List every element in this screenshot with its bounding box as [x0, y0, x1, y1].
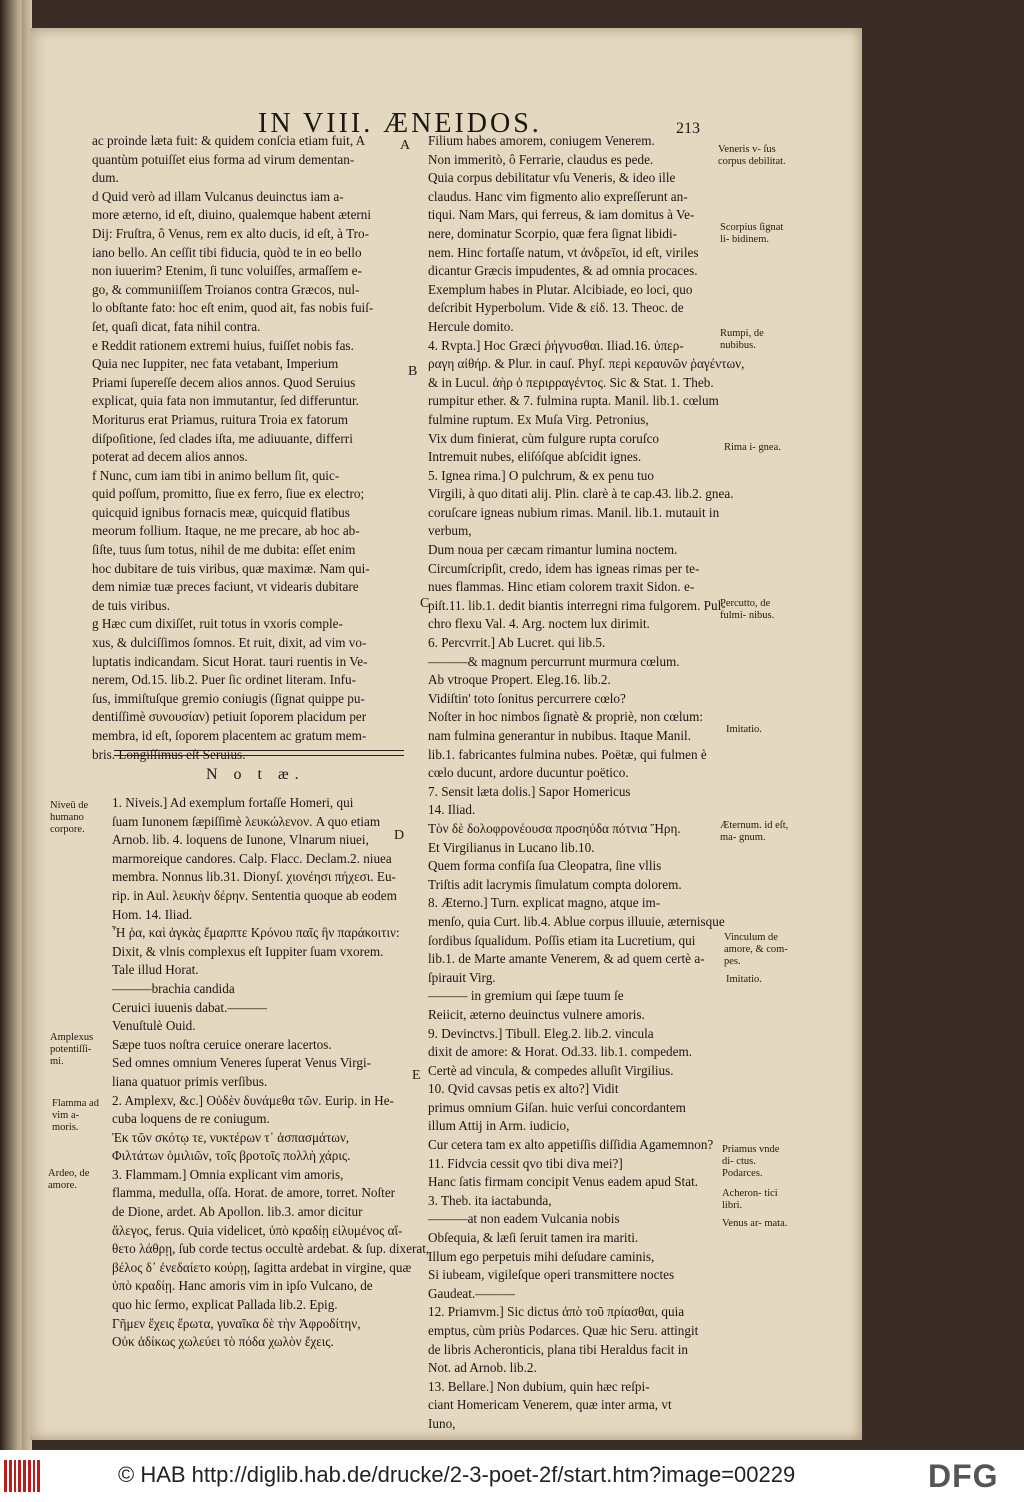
- right-column-line: Not. ad Arnob. lib.2.: [428, 1360, 537, 1376]
- right-column-line: Τὸν δὲ δολοφρονέουσα προσηύδα πότνια Ἥρη.: [428, 820, 681, 836]
- right-column-line: nues flammas. Hinc etiam colorem traxit Sidon. e-: [428, 579, 695, 595]
- left-column-line: diſpoſitione, ſed clades iſta, me adiuuante, differri: [92, 430, 353, 446]
- left-notes-line: Venuſtulè Ouid.: [112, 1018, 196, 1034]
- left-column-line: Dij: Fruſtra, ô Venus, rem ex alto ducis, id eſt, à Tro-: [92, 225, 370, 241]
- left-notes-line: ſuam Iunonem ſæpiſſimè λευκώλενον. A quo etiam: [112, 813, 381, 829]
- right-column-line: & in Lucul. ἀὴρ ὁ περιρραγέντος. Sic & Stat. 1. Theb.: [428, 374, 714, 390]
- margin-note-venus: Venus ar- mata.: [722, 1218, 788, 1229]
- right-column-line: nere, dominatur Scorpio, quæ fera ſignat libidi-: [428, 225, 678, 241]
- right-column-line: Circumſcripſit, credo, idem has igneas rimas per te-: [428, 560, 700, 576]
- right-column-line: Dum noua per cæcam rimantur lumina noctem.: [428, 542, 678, 558]
- copyright-url-text: © HAB http://diglib.hab.de/drucke/2-3-poet-2f/start.htm?image=00229: [118, 1462, 796, 1487]
- right-column-line: fulmine ruptum. Ex Muſa Virg. Petronius,: [428, 411, 649, 427]
- left-column-line: Quia nec Iuppiter, nec fata vetabant, Imperium: [92, 356, 339, 372]
- left-column-line: bris. Longiſſimus eſt Seruius.: [92, 746, 246, 762]
- right-column-line: Noſter in hoc nimbos ſignatè & propriè, non cœlum:: [428, 709, 704, 725]
- right-column-line: Quem forma confiſa ſua Cleopatra, ſine vllis: [428, 858, 662, 874]
- left-column-line: Moriturus erat Priamus, ruitura Troia ex fatorum: [92, 411, 349, 427]
- right-column-line: rumpitur ether. & 7. fulmina rupta. Manil. lib.1. cœlum: [428, 393, 719, 409]
- right-column-line: nem. Hinc fortaſſe natum, vt ἀνδρεῖοι, id eſt, viriles: [428, 244, 699, 260]
- right-column-line: 10. Qvid cavsas petis ex alto?] Vidit: [428, 1081, 619, 1097]
- margin-note-scorpius: Scorpius ſignat li- bidinem.: [720, 222, 784, 245]
- margin-note-vinculum: Vinculum de amore, & com- pes.: [724, 932, 788, 967]
- hab-logo-icon: [4, 1460, 40, 1492]
- left-notes-line: Dixit, & vlnis complexus eſt Iuppiter ſuam vxorem.: [112, 943, 384, 959]
- margin-note-amplexus: Amplexus potentiſſi- mi.: [50, 1032, 94, 1067]
- running-head: IN VIII. ÆNEIDOS.: [258, 108, 542, 139]
- left-column-line: nerem, Od.15. lib.2. Puer ſic ordinet literam. Infu-: [92, 672, 357, 688]
- left-column-line: ac proinde læta fuit: & quidem conſcia etiam fuit, A: [92, 133, 366, 148]
- right-column-line: Illum ego perpetuis mihi deſudare caminis,: [428, 1248, 655, 1264]
- margin-note-imitatio-2: Imitatio.: [726, 974, 762, 985]
- right-column-line: 8. Æterno.] Turn. explicat magno, atque im-: [428, 895, 661, 911]
- right-column-line: lib.1. de Marte amante Venerem, & ad quem certè a-: [428, 951, 705, 967]
- left-column-line: e Reddit rationem extremi huius, fuiſſet nobis fas.: [92, 337, 354, 353]
- left-notes-line: Οὐκ ἀδίκως χωλεύει τὸ πόδα χωλὸν ἔχεις.: [112, 1334, 334, 1350]
- left-notes-line: marmoreique candores. Calp. Flacc. Declam.2. niuea: [112, 850, 392, 866]
- right-column-line: 3. Theb. ita iactabunda,: [428, 1192, 552, 1208]
- left-notes-line: 1. Niveis.] Ad exemplum fortaſſe Homeri, qui: [112, 795, 354, 810]
- right-column-line: chro flexu Val. 4. Arg. noctem lux dirimit.: [428, 616, 650, 632]
- section-letter-c: C: [420, 596, 430, 611]
- left-column-line: f Nunc, cum iam tibi in animo bellum ſit, quic-: [92, 467, 340, 483]
- left-column-line: luptatis indicandam. Sicut Horat. tauri ruentis in Ve-: [92, 653, 368, 669]
- right-column-line: Iuno,: [428, 1415, 456, 1431]
- margin-note-acheron: Acheron- tici libri.: [722, 1188, 778, 1211]
- left-column-line: quid poſſum, promitto, ſiue ex ferro, ſiue ex electro;: [92, 486, 365, 502]
- left-notes-line: Sed omnes omnium Veneres ſuperat Venus Virgi-: [112, 1055, 372, 1071]
- left-column-line: dem nimiæ tuæ preces faciunt, vt videaris dubitare: [92, 579, 359, 595]
- right-column-line: Intremuit nubes, eliſóſque abſcidit ignes.: [428, 449, 642, 465]
- left-notes-line: βέλος δ᾽ ἐνεδαίετο κούρῃ, ſagitta ardebat in virgine, quæ: [112, 1259, 412, 1275]
- left-notes-line: ———brachia candida: [112, 980, 235, 996]
- left-notes-line: Ἐκ τῶν σκότῳ τε, νυκτέρων τ᾽ ἀσπασμάτων,: [112, 1129, 350, 1145]
- left-column-line: iano bello. An ceſſit tibi fiducia, quòd te in eo bello: [92, 244, 362, 260]
- left-notes-line: 2. Amplexv, &c.] Οὐδὲν δυνάμεθα τῶν. Eurip. in He-: [112, 1092, 394, 1108]
- book-page: [30, 28, 862, 1440]
- section-letter-e: E: [412, 1068, 421, 1083]
- left-notes-line: ἄλεγος, ferus. Quia videlicet, ὑπὸ κραδίῃ εἰλυμένος αἴ-: [112, 1222, 403, 1238]
- right-column-line: 7. Sensit læta dolis.] Sapor Homericus: [428, 783, 631, 799]
- right-column-line: 12. Priamvm.] Sic dictus ἀπὸ τοῦ πρίασθαι, quia: [428, 1304, 685, 1320]
- left-column-line: ſiſte, tuus ſum totus, nihil de me dubita: eſſet enim: [92, 542, 356, 558]
- margin-note-veneris: Veneris v- ſus corpus debilitat.: [718, 144, 786, 167]
- left-column-line: quicquid ignibus fornacis meæ, quicquid flatibus: [92, 504, 350, 520]
- right-column-line: deſcribit Hyperbolum. Vide & εἰδ. 13. Theoc. de: [428, 300, 684, 316]
- margin-note-rumpi: Rumpi, de nubibus.: [720, 328, 764, 351]
- section-letter-b: B: [408, 364, 418, 379]
- right-column-line: primus omnium Giſan. huic verſui concordantem: [428, 1099, 686, 1115]
- left-column-line: Priami ſupereſſe decem alios annos. Quod Seruius: [92, 374, 356, 390]
- margin-note-aeternum: Æternum. id eſt, ma- gnum.: [720, 820, 789, 843]
- margin-note-niveo: Niveū de humano corpore.: [50, 800, 89, 835]
- left-column-line: de tuis viribus.: [92, 597, 171, 613]
- left-notes-line: Γῆμεν ἔχεις ἔρωτα, γυναῖκα δὲ τὴν Ἀφροδίτην,: [112, 1315, 361, 1331]
- page-number: 213: [676, 120, 700, 137]
- left-notes-line: quo hic ſermo, explicat Pallada lib.2. Epig.: [112, 1297, 338, 1313]
- margin-note-rima: Rima i- gnea.: [724, 442, 781, 453]
- left-notes-line: θετο λάθρῃ, ſub corde tectus occultè ardebat. & ſup. dixerat,: [112, 1241, 430, 1257]
- left-notes-line: flamma, medulla, oſſa. Horat. de amore, torret. Noſter: [112, 1185, 396, 1201]
- margin-note-ardeo: Ardeo, de amore.: [48, 1168, 90, 1191]
- left-column-line: meorum follium. Itaque, ne me precare, ab hoc ab-: [92, 523, 360, 539]
- left-notes-line: Ἦ ῥα, καὶ ἀγκὰς ἔμαρπτε Κρόνου παῖς ἣν παράκοιτιν:: [112, 925, 400, 941]
- right-column-line: illum Attij in Arm. iudicio,: [428, 1118, 570, 1134]
- right-column-line: menſo, quia Curt. lib.4. Ablue corpus illuuie, æternisque: [428, 913, 725, 929]
- right-column-line: Exemplum habes in Plutar. Alcibiade, eo loci, quo: [428, 281, 693, 297]
- right-column-line: Vix dum finierat, cùm fulgure rupta coruſco: [428, 430, 660, 446]
- left-column-line: ſet, quaſi dicat, fata nihil contra.: [92, 318, 261, 334]
- left-notes-line: de Dione, ardet. Ab Apollon. lib.3. amor dicitur: [112, 1204, 363, 1220]
- right-column-line: Triſtis adit lacrymis ſimulatum compta dolorem.: [428, 876, 682, 892]
- left-column-line: membra, id eſt, ſoporem placentem ac gratum mem-: [92, 728, 367, 743]
- right-column-line: de libris Acheronticis, plana tibi Heraldus facit in: [428, 1341, 689, 1357]
- right-column-line: claudus. Hanc vim figmento alio expreſſerunt an-: [428, 188, 688, 204]
- right-column-line: ſpirauit Virg.: [428, 969, 496, 985]
- right-column-line: Quia corpus debilitatur vſu Veneris, & ideo ille: [428, 170, 676, 186]
- right-column-line: 6. Percvrrit.] Ab Lucret. qui lib.5.: [428, 635, 606, 651]
- left-notes-line: 3. Flammam.] Omnia explicant vim amoris,: [112, 1166, 344, 1182]
- left-column-notes: [112, 794, 430, 1352]
- left-notes-line: Hom. 14. Iliad.: [112, 906, 193, 922]
- right-column-line: Cur cetera tam ex alto appetiſſis diſſidia Agamemnon?: [428, 1137, 714, 1153]
- left-column-line: ſus, immiſtuſque gremio coniugis (ſignat quippe pu-: [92, 690, 365, 706]
- right-column-line: Certè ad vincula, & compedes alluſit Virgilius.: [428, 1062, 674, 1078]
- right-column-line: Obſequia, & læſi ſeruit tamen ira mariti.: [428, 1230, 639, 1246]
- left-notes-line: cuba loquens de re coniugum.: [112, 1111, 270, 1127]
- left-column-line: g Hæc cum dixiſſet, ruit totus in vxoris comple-: [92, 616, 343, 632]
- notes-heading: N o t æ.: [206, 766, 305, 783]
- right-column-line: tiqui. Nam Mars, qui ferreus, & iam domitus à Ve-: [428, 207, 695, 223]
- right-column-line: ſordibus ſqualidum. Poſſis etiam ita Lucretium, qui: [428, 932, 696, 948]
- right-column-line: Gaudeat.———: [428, 1285, 515, 1301]
- left-column-line: hoc dubitare de tuis viribus, quæ maximæ. Nam qui-: [92, 560, 370, 576]
- right-column-line: 9. Devinctvs.] Tibull. Eleg.2. lib.2. vincula: [428, 1025, 654, 1041]
- right-column-line: Virgili, à quo ditati alij. Plin. clarè à te cap.43. lib.2. gnea.: [428, 486, 734, 502]
- right-column-line: Si iubeam, vigileſque operi transmittere noctes: [428, 1267, 675, 1283]
- right-column-line: 11. Fidvcia cessit qvo tibi diva mei?]: [428, 1155, 623, 1171]
- right-column-line: verbum,: [428, 523, 472, 539]
- right-column-line: Hercule domito.: [428, 318, 514, 334]
- left-notes-line: Ceruici iuuenis dabat.———: [112, 999, 267, 1015]
- right-column-line: ciant Homericam Venerem, quæ inter arma, vt: [428, 1397, 672, 1413]
- right-column-line: Reiicit, æterno deuinctus vulnere amoris.: [428, 1006, 645, 1022]
- section-letter-d: D: [394, 828, 405, 843]
- left-column-text: [92, 132, 418, 764]
- right-column-line: ραγη αἰθήρ. & Plur. in cauſ. Phyſ. περὶ κεραυνῶν ῥαγέντων,: [428, 356, 745, 372]
- margin-note-priamus: Priamus vnde di- ctus. Podarces.: [722, 1144, 780, 1179]
- left-column-line: dum.: [92, 170, 119, 186]
- left-notes-line: liana quatuor primis verſibus.: [112, 1073, 268, 1089]
- left-notes-line: Sæpe tuos noſtra ceruice onerare lacertos.: [112, 1036, 332, 1052]
- left-column-line: dentiſſimè συνουσίαν) petiuit ſoporem placidum per: [92, 709, 367, 725]
- margin-note-imitatio-1: Imitatio.: [726, 724, 762, 735]
- right-column-line: lib.1. fabricantes fulmina nubes. Poëtæ, qui fulmen è: [428, 746, 707, 762]
- right-column-line: 4. Rvpta.] Hoc Græci ῥήγνυσθαι. Iliad.16. ὑπερ-: [428, 337, 684, 353]
- right-column-line: ———& magnum percurrunt murmura cœlum.: [428, 653, 680, 669]
- left-column-line: go, & communiiſſem Troianos contra Græcos, nul-: [92, 281, 360, 297]
- right-column-line: Ab vtroque Propert. Eleg.16. lib.2.: [428, 672, 611, 688]
- right-column-line: Non immeritò, ô Ferrarie, claudus es pede.: [428, 151, 654, 167]
- dfg-logo: DFG: [928, 1458, 999, 1494]
- viewer-footer: [0, 1450, 1024, 1502]
- left-column-line: poterat ad decem alios annos.: [92, 449, 248, 465]
- margin-note-percutto: Percutto, de fulmi- nibus.: [720, 598, 775, 621]
- left-notes-line: Tale illud Horat.: [112, 962, 199, 978]
- right-column-line: ———at non eadem Vulcania nobis: [428, 1211, 620, 1227]
- left-notes-line: ὑπὸ κραδίῃ. Hanc amoris vim in ipſo Vulcano, de: [112, 1278, 373, 1294]
- left-column-line: d Quid verò ad illam Vulcanus deuinctus iam a-: [92, 188, 344, 204]
- left-notes-line: Φιλτάτων ὁμιλιῶν, τοῖς βροτοῖς πολλὴ χάρις.: [112, 1148, 351, 1164]
- left-column-line: explicat, quia fata non immutantur, ſed differuntur.: [92, 393, 359, 409]
- right-column-line: nam fulmina generantur in nubibus. Itaque Manil.: [428, 728, 691, 743]
- margin-note-flamma: Flamma ad vim a- moris.: [52, 1098, 99, 1133]
- right-column-line: cœlo ducunt, ardore ducuntur poëtico.: [428, 765, 629, 781]
- notes-divider: [114, 750, 404, 751]
- right-column-line: piſt.11. lib.1. dedit biantis interregni rima fulgorem. Pul-: [428, 597, 726, 613]
- left-column-line: non iuuerim? Etenim, ſi tunc voluiſſes, armaſſem e-: [92, 263, 362, 279]
- right-column-line: Hanc ſatis firmam concipit Venus eadem apud Stat.: [428, 1174, 699, 1190]
- left-notes-line: rip. in Aul. λευκὴν δέρην. Sententia quoque ab eodem: [112, 887, 397, 903]
- left-column-line: xus, & dulciſſimos ſomnos. Et ruit, dixit, ad vim vo-: [92, 635, 367, 651]
- right-column-line: 5. Ignea rima.] O pulchrum, & ex penu tuo: [428, 467, 654, 483]
- notes-divider-thin: [114, 755, 404, 756]
- right-column-line: Et Virgilianus in Lucano lib.10.: [428, 839, 595, 855]
- right-column-line: emptus, cùm priùs Podarces. Quæ hic Seru. attingit: [428, 1323, 699, 1338]
- right-column-line: 14. Iliad.: [428, 802, 476, 818]
- right-column-line: dixit de amore: & Horat. Od.33. lib.1. compedem.: [428, 1044, 693, 1060]
- right-column-line: Filium habes amorem, coniugem Venerem.: [428, 133, 655, 148]
- right-column-text: [428, 132, 748, 1434]
- left-column-line: quantùm potuiſſet eius forma ad virum dementan-: [92, 151, 355, 167]
- right-column-line: dicantur Græcis impudentes, & ad omnia procaces.: [428, 263, 698, 279]
- right-column-line: 13. Bellare.] Non dubium, quin hæc reſpi-: [428, 1378, 650, 1394]
- left-notes-line: membra. Nonnus lib.31. Dionyſ. χιονέησι πήχεσι. Eu-: [112, 869, 396, 885]
- right-column-line: Vidiſtin' toto ſonitus percurrere cœlo?: [428, 690, 626, 706]
- left-notes-line: Arnob. lib. 4. loquens de Iunone, Vlnarum niuei,: [112, 832, 369, 848]
- left-column-line: more æterno, id eſt, diuino, qualemque habent æterni: [92, 207, 372, 223]
- right-column-line: coruſcare igneas nubium rimas. Manil. lib.1. mutauit in: [428, 504, 720, 520]
- left-column-line: lo obſtante fato: hoc eſt enim, quod ait, fas nobis fuiſ-: [92, 300, 374, 316]
- section-letter-a: A: [400, 138, 411, 153]
- right-column-line: ——— in gremium qui ſæpe tuum ſe: [428, 988, 624, 1004]
